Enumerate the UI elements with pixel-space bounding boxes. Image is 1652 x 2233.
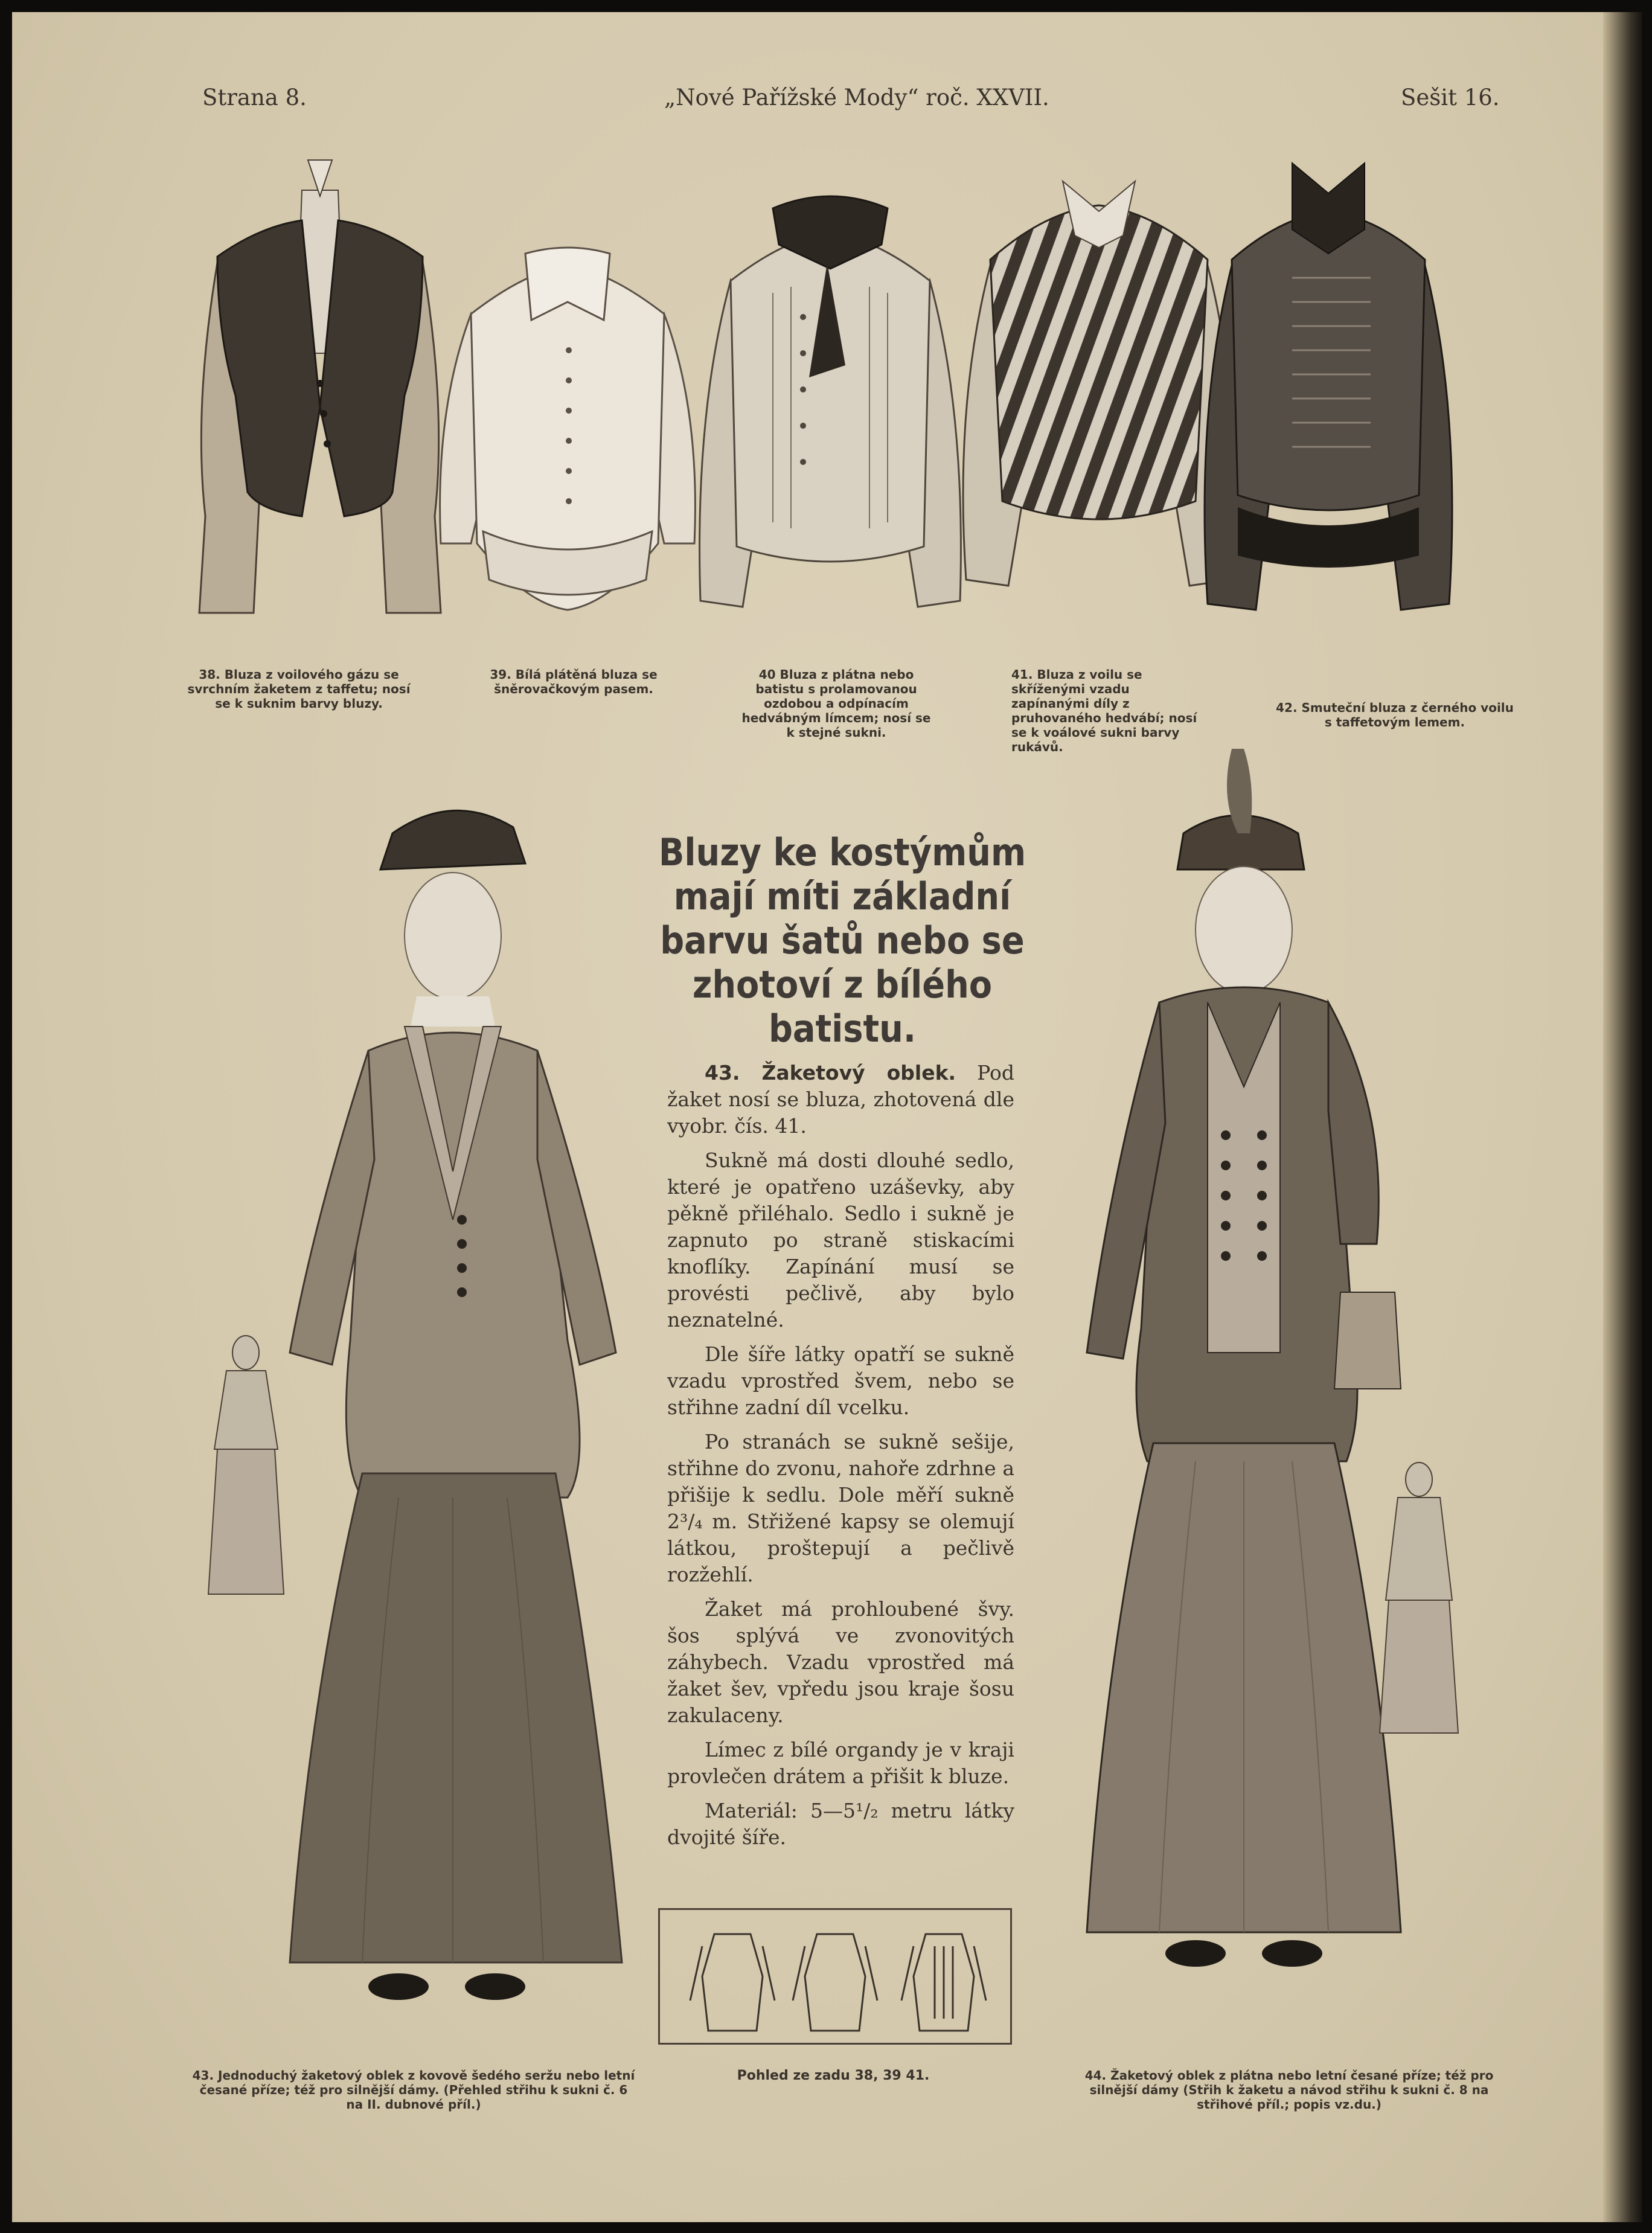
suit-43-illustration <box>254 797 664 2017</box>
page-binding-edge <box>1603 12 1642 2222</box>
article-paragraph-7: Materiál: 5—5¹/₂ metru látky dvojité šíře. <box>667 1799 1014 1849</box>
caption-fig-41: 41. Bluza z voilu se skříženými vzadu zapínanými díly z pruhovaného hedvábí; nosí se k voálové sukni barvy rukávů. <box>1011 667 1197 754</box>
magazine-title: „Nové Pařížské Mody“ roč. XXVII. <box>664 85 1049 111</box>
article-lead-label: 43. Žaketový oblek. <box>705 1061 956 1084</box>
suit-44-back-view-thumbnail <box>1371 1443 1467 1757</box>
blouse-38-illustration <box>181 154 459 625</box>
article-lead-text: Pod žaket nosí se bluza, zhotovená dle vyobr. čís. 41. <box>667 1061 1014 1138</box>
caption-fig-44: 44. Žaketový oblek z plátna nebo letní česané příze; též pro silnější dámy (Střih k žaketu a návod střihu k sukni č. 8 na střihové příl.; popis vz.du.) <box>1084 2068 1494 2112</box>
article-body <box>667 1060 1014 1859</box>
article-paragraph-1 <box>667 1060 1014 1139</box>
page-number: Strana 8. <box>202 85 307 111</box>
caption-fig-42: 42. Smuteční bluza z černého voilu s taffetovým lemem. <box>1276 700 1514 729</box>
suit-43-back-view-thumbnail <box>202 1328 290 1618</box>
article-paragraph-6: Límec z bílé organdy je v kraji provlečen drátem a přišit k bluze. <box>667 1738 1014 1788</box>
blouse-39-illustration <box>429 229 706 628</box>
article-paragraph-2: Sukně má dosti dlouhé sedlo, které je opatřeno uzáševky, aby pěkně přiléhalo. Sedlo i sukně je zapnuto po straně stiskacími knoflíky. Zapínání musí se provésti pečlivě, aby bylo neznatelné. <box>667 1149 1014 1331</box>
article-paragraph-3: Dle šíře látky opatří se sukně vzadu vprostřed švem, nebo se střihne zadní díl vcelku. <box>667 1342 1014 1419</box>
blouse-42-illustration <box>1189 157 1467 640</box>
caption-fig-38: 38. Bluza z voilového gázu se svrchním žaketem z taffetu; nosí se k suknim barvy bluzy. <box>187 667 411 711</box>
back-view-caption: Pohled ze zadu 38, 39 41. <box>737 2068 930 2083</box>
caption-fig-40: 40 Bluza z plátna nebo batistu s prolamovanou ozdobou a odpínacím hedvábným límcem; nosí se k stejné sukni. <box>741 667 931 740</box>
article-paragraph-5: Žaket má prohloubené švy. šos splývá ve zvonovitých záhybech. Vzadu vprostřed má žaket šev, vpředu jsou kraje šosu zakulaceny. <box>667 1597 1014 1727</box>
blouse-40-illustration <box>688 184 972 643</box>
suit-44-illustration <box>1039 749 1449 1981</box>
article-paragraph-4: Po stranách se sukně sešije, střihne do zvonu, nahoře zdrhne a přišije k sedlu. Dole měří sukně 2³/₄ m. Střižené kapsy se olemují látkou, proštepují a pečlivě rozžehlí. <box>667 1430 1014 1586</box>
caption-fig-39: 39. Bílá plátěná bluza se šněrovačkovým pasem. <box>490 667 658 696</box>
issue-number: Sešit 16. <box>1401 85 1500 111</box>
back-view-pattern-box <box>658 1908 1012 2045</box>
article-headline: Bluzy ke kostýmům mají míti základní barvu šatů nebo se zhotoví z bílého batistu. <box>658 830 1026 1051</box>
caption-fig-43: 43. Jednoduchý žaketový oblek z kovově šedého seržu nebo letní česané příze; též pro silnější dámy. (Přehled střihu k sukni č. 6 na II. dubnové příl.) <box>192 2068 635 2112</box>
